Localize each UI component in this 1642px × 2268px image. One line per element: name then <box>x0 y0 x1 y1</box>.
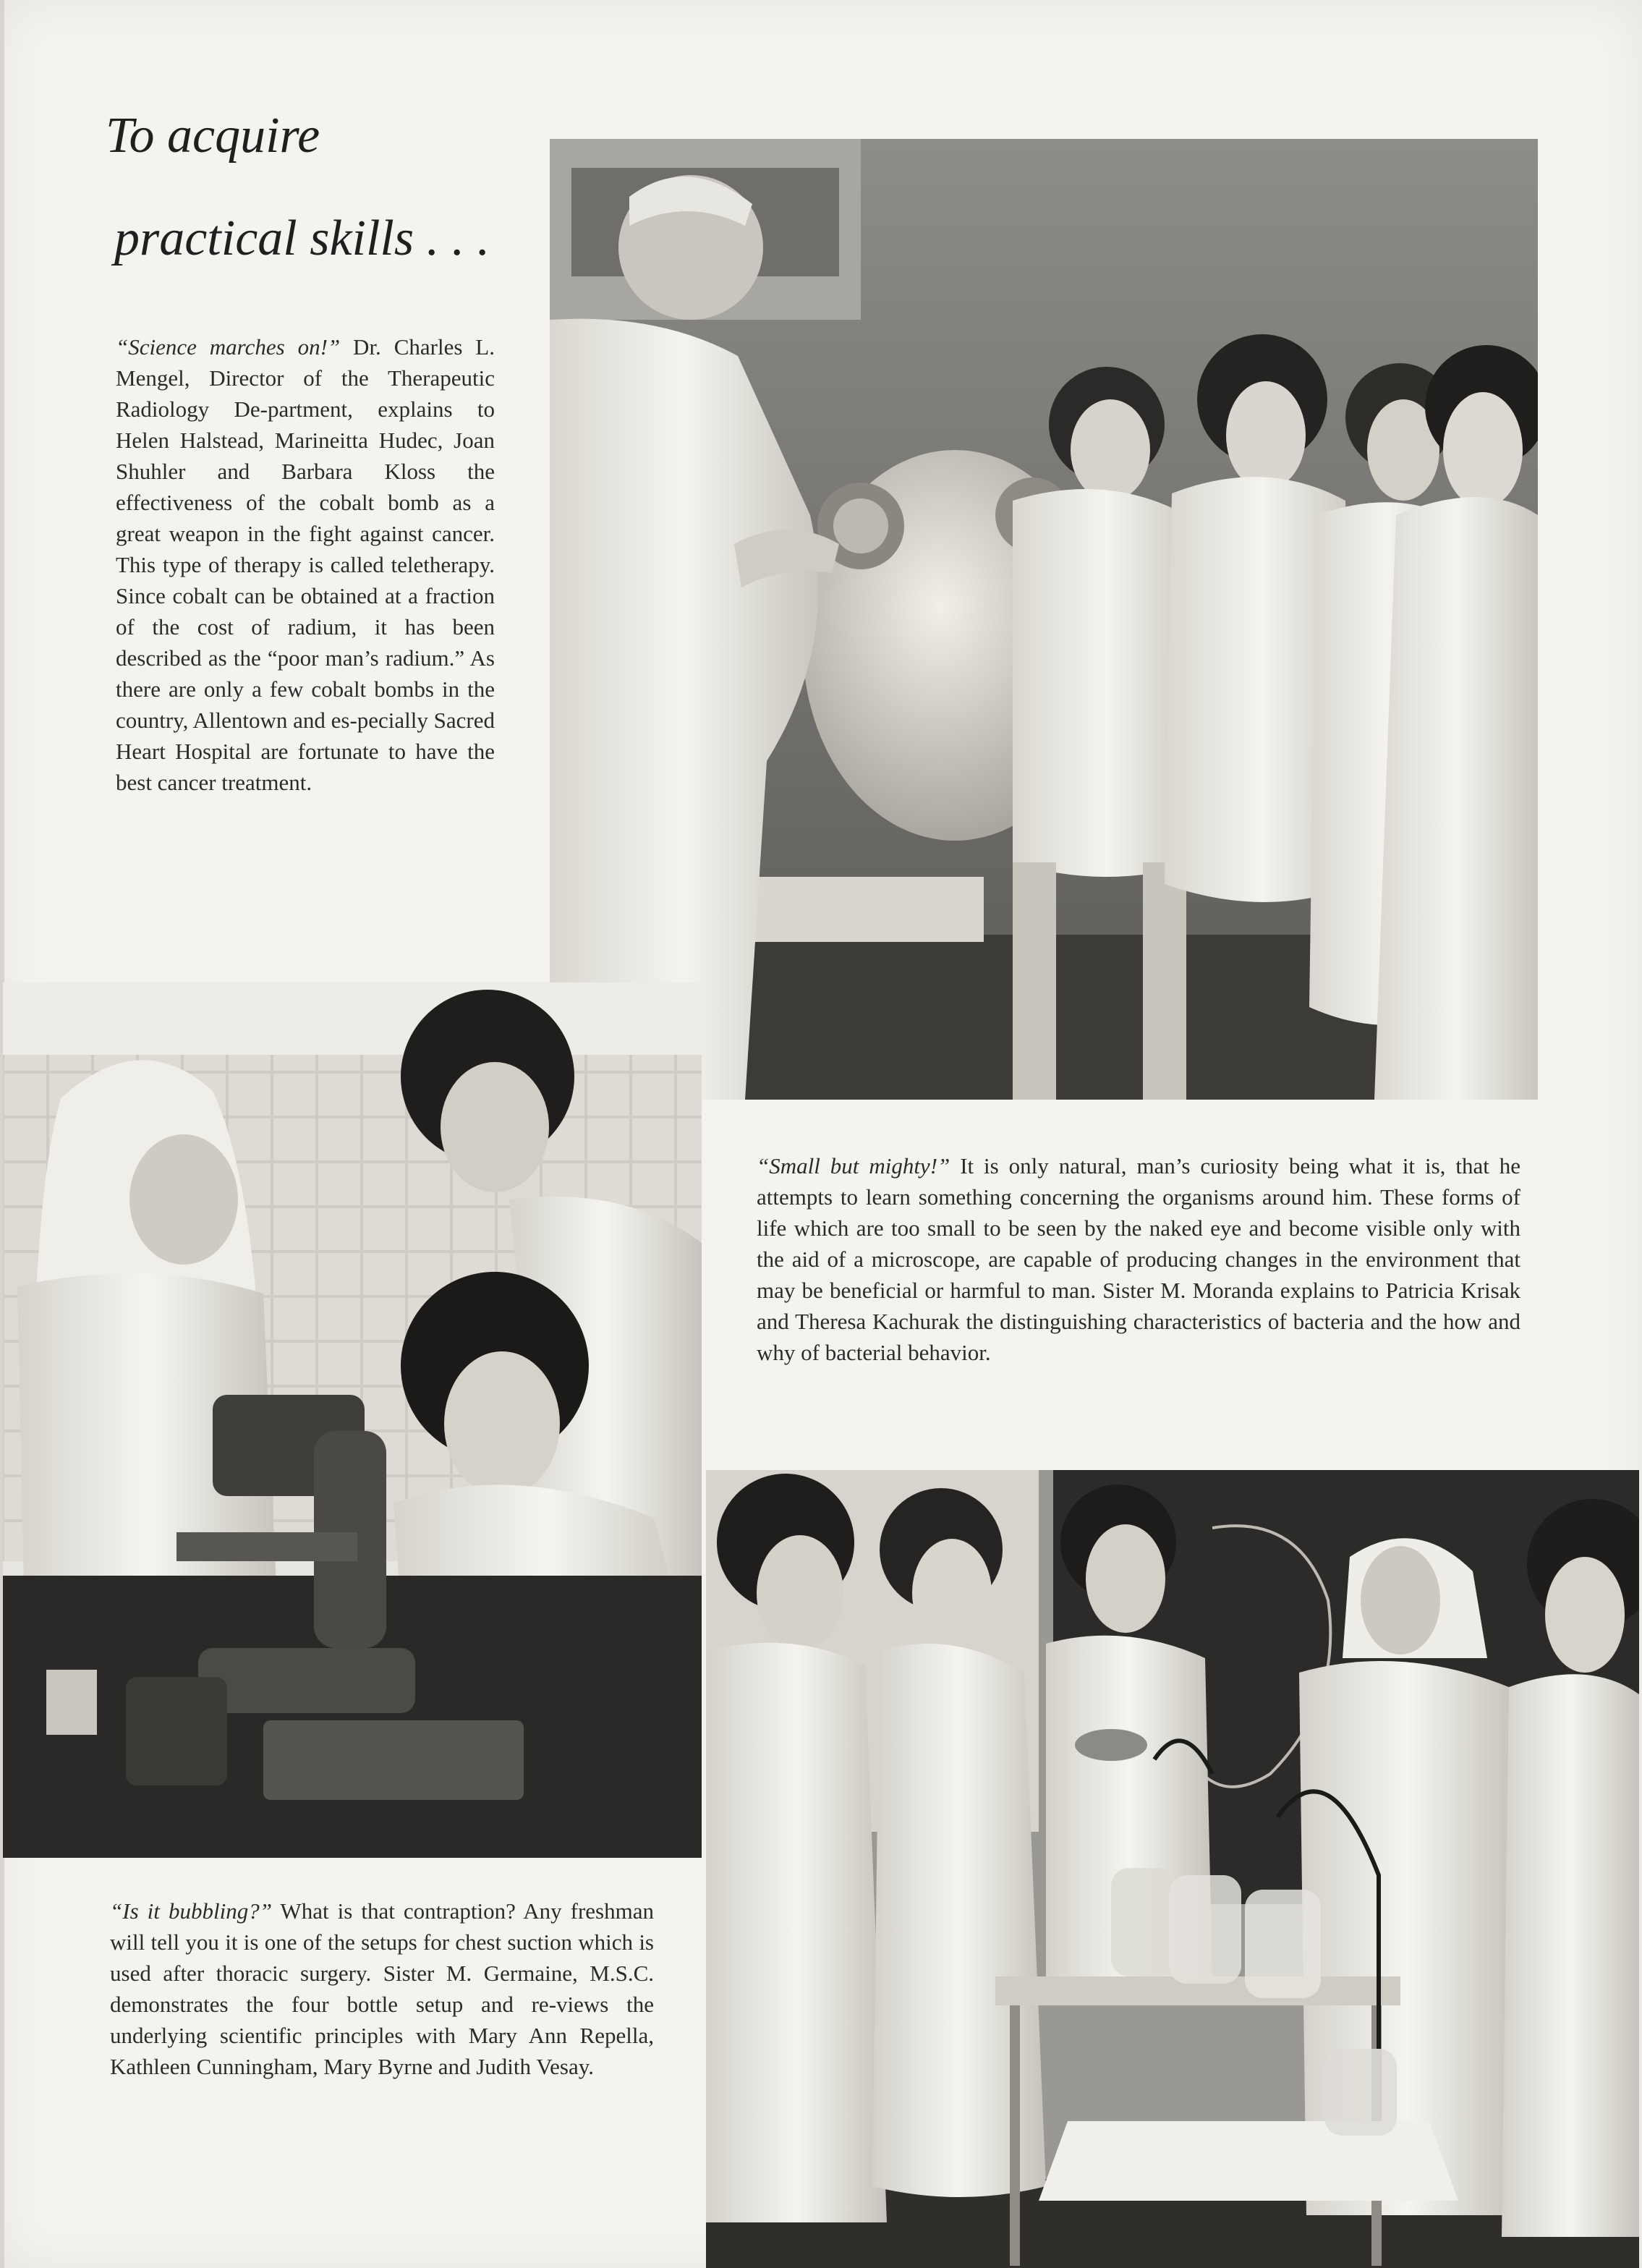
photo-cobalt-therapy <box>550 139 1538 1100</box>
caption-suction-body: What is that contraption? Any freshman will tell you it is one of the setups for chest suction which is used after thoracic surgery. Sister M. Germaine, M.S.C. demonstrates the four bottle setup and re-views the underlying scientific principles with Mary Ann Repella, Kathleen Cunningham, Mary Byrne and Judith Vesay. <box>110 1898 654 2079</box>
heading-line-2: practical skills . . . <box>114 211 490 266</box>
caption-radiology-body: Dr. Charles L. Mengel, Director of the Therapeutic Radiology De-partment, explains to Helen Halstead, Marineitta Hudec, Joan Shuhler and Barbara Kloss the effectiveness of the cobalt bomb as a great weapon in the fight against cancer. This type of therapy is called teletherapy. Since cobalt can be obtained at a fraction of the cost of radium, it has been described as the “poor man’s radium.” As there are only a few cobalt bombs in the country, Allentown and es-pecially Sacred Heart Hospital are fortunate to have the best cancer treatment. <box>116 334 495 795</box>
caption-microscope-lead: “Small but mighty!” <box>757 1153 950 1178</box>
photo-cobalt-therapy-image <box>550 139 1538 1100</box>
heading-line-1: To acquire <box>106 108 320 163</box>
caption-radiology <box>116 331 495 798</box>
photo-chest-suction-image <box>706 1470 1639 2268</box>
photo-chest-suction <box>706 1470 1639 2268</box>
photo-microscope <box>3 982 702 1858</box>
photo-microscope-image <box>3 982 702 1858</box>
caption-radiology-lead: “Science marches on!” <box>116 334 341 360</box>
caption-microscope-body: It is only natural, man’s curiosity being what it is, that he attempts to learn something concerning the organisms around him. These forms of life which are too small to be seen by the naked eye and become visible only with the aid of a microscope, are capable of producing changes in the environment that may be beneficial or harmful to man. Sister M. Moranda explains to Patricia Krisak and Theresa Kachurak the distinguishing characteristics of bacteria and the how and why of bacterial behavior. <box>757 1153 1520 1365</box>
caption-suction <box>110 1895 654 2082</box>
caption-microscope <box>757 1150 1520 1368</box>
caption-suction-lead: “Is it bubbling?” <box>110 1898 272 1924</box>
